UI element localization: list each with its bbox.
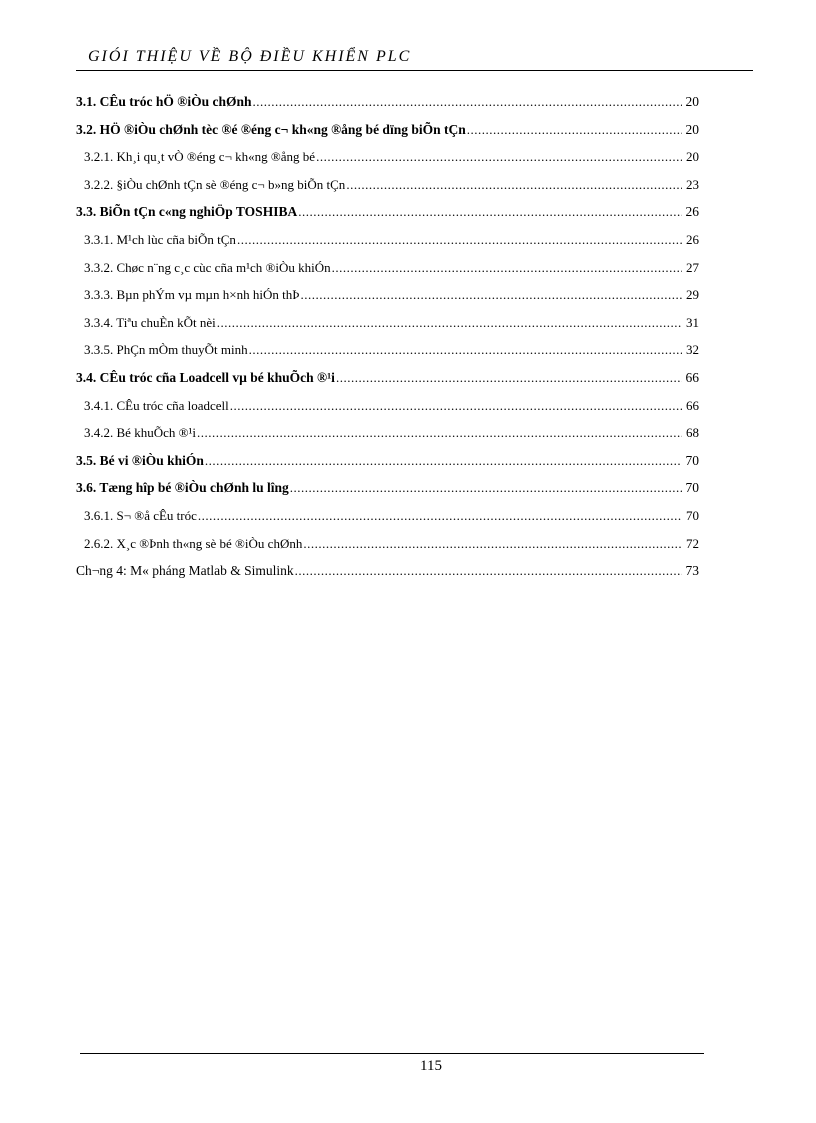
toc-dot-leader bbox=[253, 94, 683, 110]
toc-dot-leader bbox=[316, 149, 682, 165]
toc-entry-page: 73 bbox=[685, 563, 699, 579]
toc-entry bbox=[76, 563, 699, 591]
toc-dot-leader bbox=[230, 398, 682, 414]
toc-entry-page: 70 bbox=[685, 452, 699, 468]
toc-entry bbox=[76, 204, 699, 232]
toc-entry bbox=[76, 232, 699, 260]
toc-dot-leader bbox=[346, 177, 682, 193]
toc-dot-leader bbox=[197, 425, 682, 441]
header-rule bbox=[76, 70, 753, 71]
page-number: 115 bbox=[420, 1058, 442, 1074]
toc-entry-title: 3.3.4. Tiªu chuÈn kÕt nèi bbox=[84, 314, 216, 330]
footer-rule bbox=[80, 1053, 704, 1054]
toc-entry-page: 70 bbox=[685, 480, 699, 496]
toc-entry bbox=[76, 508, 699, 536]
toc-entry-title: 3.3.1. M¹ch lùc cña biÕn tÇn bbox=[84, 231, 236, 247]
toc-entry-title: 3.3.3. Bµn phÝm vµ mµn h×nh hiÓn thÞ bbox=[84, 287, 300, 303]
toc-entry-title: 3.6. Tæng hîp bé ®iÒu chØnh lu lîng bbox=[76, 480, 289, 496]
toc-dot-leader bbox=[290, 480, 682, 496]
toc-entry bbox=[76, 453, 699, 481]
toc-dot-leader bbox=[198, 508, 682, 524]
table-of-contents bbox=[76, 94, 699, 591]
toc-entry-page: 27 bbox=[686, 259, 699, 275]
toc-entry-page: 31 bbox=[686, 314, 699, 330]
toc-entry-page: 72 bbox=[686, 535, 699, 551]
toc-entry-title: 3.4.2. Bé khuÕch ®¹i bbox=[84, 425, 196, 441]
toc-entry-title: 3.6.1. S¬ ®å cÊu tróc bbox=[84, 507, 197, 523]
toc-entry bbox=[76, 536, 699, 564]
toc-dot-leader bbox=[298, 204, 682, 220]
toc-entry-title: 3.1. CÊu tróc hÖ ®iÒu chØnh bbox=[76, 94, 252, 109]
toc-entry-title: Ch¬ng 4: M« pháng Matlab & Simulink bbox=[76, 563, 294, 579]
toc-entry bbox=[76, 260, 699, 288]
page-header-title: GIÓI THIỆU VỀ BỘ ĐIỀU KHIỂN PLC bbox=[88, 48, 412, 65]
toc-entry-page: 20 bbox=[686, 149, 699, 165]
toc-entry bbox=[76, 94, 699, 122]
toc-entry bbox=[76, 480, 699, 508]
toc-entry-title: 3.3. BiÕn tÇn c«ng nghiÖp TOSHIBA bbox=[76, 204, 298, 220]
toc-entry-title: 3.4. CÊu tróc cña Loadcell vµ bé khuÕch ®¹i bbox=[76, 369, 335, 385]
toc-entry bbox=[76, 287, 699, 315]
toc-dot-leader bbox=[332, 260, 682, 276]
toc-entry-title: 3.2.1. Kh¸i qu¸t vÒ ®éng c¬ kh«ng ®ång bé bbox=[84, 149, 316, 165]
toc-entry bbox=[76, 398, 699, 426]
toc-dot-leader bbox=[249, 342, 682, 358]
toc-dot-leader bbox=[300, 287, 682, 303]
toc-dot-leader bbox=[217, 315, 682, 331]
toc-entry-title: 3.3.2. Chøc n¨ng c¸c cùc cña m¹ch ®iÒu khiÓn bbox=[84, 259, 331, 275]
toc-dot-leader bbox=[336, 370, 682, 386]
toc-dot-leader bbox=[303, 536, 682, 552]
toc-entry-page: 26 bbox=[685, 204, 699, 220]
toc-entry-title: 3.2. HÖ ®iÒu chØnh tèc ®é ®éng c¬ kh«ng ®ång bé dïng biÕn tÇn bbox=[76, 121, 466, 137]
toc-entry-page: 26 bbox=[686, 231, 699, 247]
toc-entry-page: 66 bbox=[685, 369, 699, 385]
toc-entry bbox=[76, 177, 699, 205]
toc-entry-title: 3.3.5. PhÇn mÒm thuyÕt minh bbox=[84, 342, 248, 358]
toc-dot-leader bbox=[205, 453, 682, 469]
toc-entry-page: 66 bbox=[686, 397, 699, 413]
toc-dot-leader bbox=[467, 122, 682, 138]
toc-dot-leader bbox=[237, 232, 682, 248]
toc-entry bbox=[76, 149, 699, 177]
toc-entry bbox=[76, 425, 699, 453]
toc-entry-page: 29 bbox=[686, 287, 699, 303]
toc-entry-page: 20 bbox=[685, 94, 699, 109]
toc-entry-title: 3.2.2. §iÒu chØnh tÇn sè ®éng c¬ b»ng biÕn tÇn bbox=[84, 176, 346, 192]
toc-entry-title: 3.4.1. CÊu tróc cña loadcell bbox=[84, 397, 229, 413]
toc-entry-title: 2.6.2. X¸c ®Þnh th«ng sè bé ®iÒu chØnh bbox=[84, 535, 303, 551]
toc-entry bbox=[76, 122, 699, 150]
toc-dot-leader bbox=[295, 563, 682, 579]
toc-entry bbox=[76, 370, 699, 398]
toc-entry-page: 32 bbox=[686, 342, 699, 358]
toc-entry-title: 3.5. Bé vi ®iÒu khiÓn bbox=[76, 452, 204, 468]
toc-entry-page: 20 bbox=[685, 121, 699, 137]
toc-entry-page: 23 bbox=[686, 176, 699, 192]
toc-entry bbox=[76, 342, 699, 370]
toc-entry bbox=[76, 315, 699, 343]
toc-entry-page: 68 bbox=[686, 425, 699, 441]
toc-entry-page: 70 bbox=[686, 507, 699, 523]
